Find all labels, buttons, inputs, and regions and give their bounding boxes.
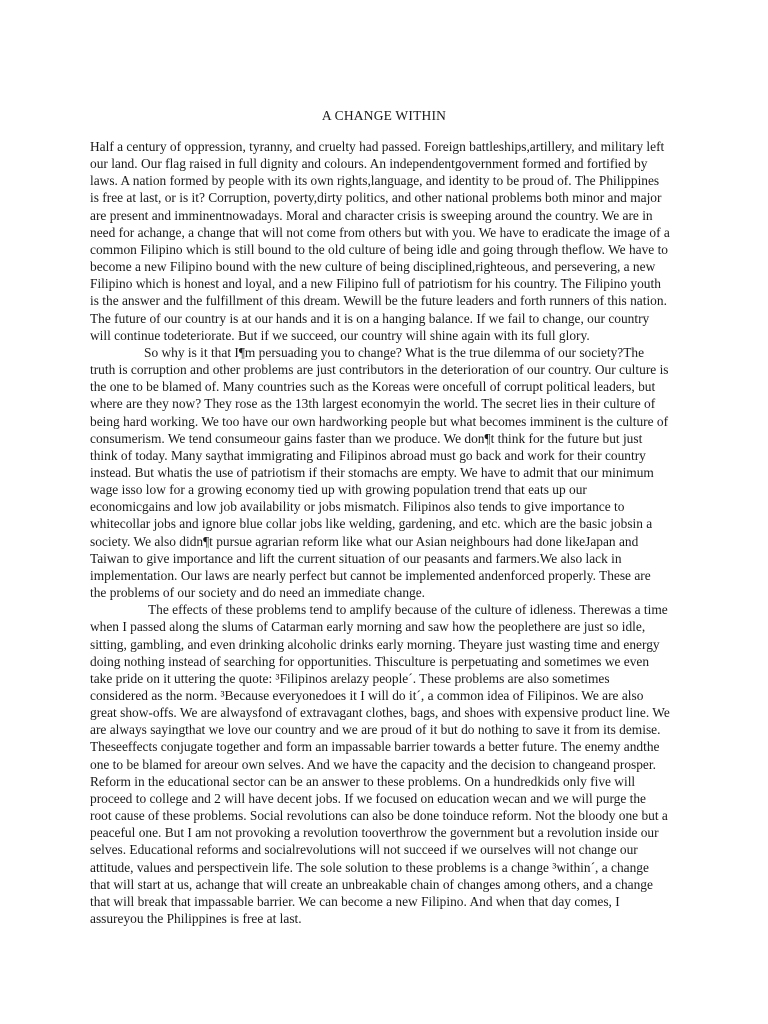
paragraph-2: So why is it that I¶m persuading you to change? What is the true dilemma of our society?The truth is corruption and other problems are just contributors in the deterioration of our country. Our culture is the one to be blamed of. Many countries such as the Koreas were oncefull of corrupt political leaders, but where are they now? They rose as the 13th largest economyin the world. The secret lies in their culture of being hard working. We too have our own hardworking people but what becomes imminent is the culture of consumerism. We tend consumeour gains faster than we produce. We don¶t think for the future but just think of today. Many saythat immigrating and Filipinos abroad must go back and work for their country instead. But whatis the use of patriotism if their stomachs are empty. We have to admit that our minimum wage isso low for a growing economy tied up with growing population trend that eats up our economicgains and low job availability or jobs mismatch. Filipinos also tends to give importance to whitecollar jobs and ignore blue collar jobs like welding, gardening, and etc. which are the basic jobsin a society. We also didn¶t pursue agrarian reform like what our Asian neighbours had done likeJapan and Taiwan to give importance and lift the current situation of our peasants and farmers.We also lack in implementation. Our laws are nearly perfect but cannot be implemented andenforced properly. These are the problems of our society and do need an immediate change. [90, 344, 669, 601]
document-title: A CHANGE WITHIN [321, 108, 447, 123]
document-body [90, 138, 670, 927]
paragraph-1: Half a century of oppression, tyranny, and cruelty had passed. Foreign battleships,artillery, and military left our land. Our flag raised in full dignity and colours. An independentgovernment formed and fortified by laws. A nation formed by people with its own rights,language, and identity to be proud of. The Philippines is free at last, or is it? Corruption, poverty,dirty politics, and other national problems both minor and major are present and imminentnowadays. Moral and character crisis is sweeping around the country. We are in need for achange, a change that will not come from others but with you. We have to eradicate the image of a common Filipino which is still bound to the old culture of being idle and going through theflow. We have to become a new Filipino bound with the new culture of being disciplined,righteous, and persevering, a new Filipino which is honest and loyal, and a new Filipino full of patriotism for his country. The Filipino youth is the answer and the fulfillment of this dream. Wewill be the future leaders and forth runners of this nation. The future of our country is at our hands and it is on a hanging balance. If we fail to change, our country will continue todeteriorate. But if we succeed, our country will shine again with its full glory. [90, 139, 670, 343]
paragraph-3: The effects of these problems tend to amplify because of the culture of idleness. Therewas a time when I passed along the slums of Catarman early morning and saw how the peoplethere are just so idle, sitting, gambling, and even drinking alcoholic drinks early morning. Theyare just wasting time and energy doing nothing instead of searching for opportunities. Thisculture is perpetuating and sometimes we even take pride on it uttering the quote: ³Filipinos arelazy people´. These problems are also sometimes considered as the norm. ³Because everyonedoes it I will do it´, a common idea of Filipinos. We are also great show-offs. We are alwaysfond of extravagant clothes, bags, and shoes with expensive product line. We are always sayingthat we love our country and we are proud of it but do nothing to save it from its demise. Theseeffects conjugate together and form an impassable barrier towards a better future. The enemy andthe one to be blamed for areour own selves. And we have the capacity and the decision to changeand prosper. Reform in the educational sector can be an answer to these problems. On a hundredkids only five will proceed to college and 2 will have decent jobs. If we focused on education wecan and we will purge the root cause of these problems. Social revolutions can also be done toinduce reform. Not the bloody one but a peaceful one. But I am not provoking a revolution tooverthrow the government but a revolution inside our selves. Educational reforms and socialrevolutions will not succeed if we ourselves will not change our attitude, values and perspectivein life. The sole solution to these problems is a change ³within´, a change that will start at us, achange that will create an unbreakable chain of changes among others, and a change that will break that impassable barrier. We can become a new Filipino. And when that day comes, I assureyou the Philippines is free at last. [90, 602, 670, 927]
